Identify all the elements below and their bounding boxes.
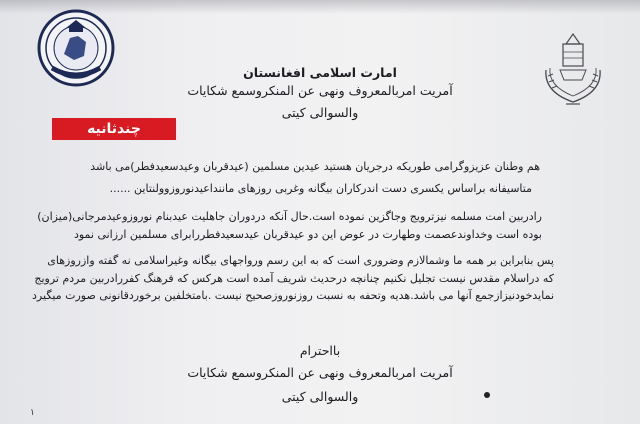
paragraph-line-7: نمایدخودنیزازجمع آنها می باشد.هدیه وتحفه به نسبت روزنوروزصحیح نیست .بامتخلفین برخوردقانونی صورت میگیرد — [32, 289, 554, 302]
paragraph-line-1: هم وطنان عزیزوگرامی طوریکه درجریان هستید عیدین مسلمین (عیدقربان وعیدسعیدفطر)می باشد — [90, 160, 540, 173]
paragraph-line-5: پس بنابراین بر همه ما وشمالازم وضروری است که به این رسم ورواجهای بیگانه وغیراسلامی نه گفته وازروزهای — [47, 254, 554, 267]
closing-department: آمریت امربالمعروف ونهی عن المنکروسمع شکایات — [187, 365, 453, 380]
closing-regards: بااحترام — [299, 343, 341, 358]
closing-district: والسوالی کیتی — [281, 389, 359, 404]
urgent-badge: چندثانیه — [52, 118, 176, 140]
header-district: والسوالی کیتی — [281, 105, 359, 120]
paragraph-line-4: بوده است وخداوندعصمت وطهارت در عوض این دو عیدقربان عیدسعیدفطررابرای مسلمین ارزانی نمود — [73, 228, 542, 241]
paragraph-line-3: رادربین امت مسلمه نیزترویج وجاگزین نموده است.حال آنکه دردوران جاهلیت عیدبنام نوروزوعیدمرجانی(میزان) — [37, 210, 542, 223]
header-department: آمریت امربالمعروف ونهی عن المنکروسمع شکایات — [187, 83, 453, 98]
header-title: امارت اسلامی افغانستان — [243, 65, 397, 80]
paragraph-line-6: که دراسلام مقدس نیست تجلیل نکنیم چنانچه درحدیث شریف آمده است هرکس که فرهنگ کفررادربین مردم ترویج — [34, 272, 554, 285]
page-number: ۱ — [30, 408, 35, 418]
ink-mark — [484, 392, 490, 398]
paragraph-line-2: متاسیفانه براساس یکسری دست اندرکاران بیگانه وغربی روزهای ماننداعیدنوروزوولنتاین ...... — [109, 182, 532, 195]
